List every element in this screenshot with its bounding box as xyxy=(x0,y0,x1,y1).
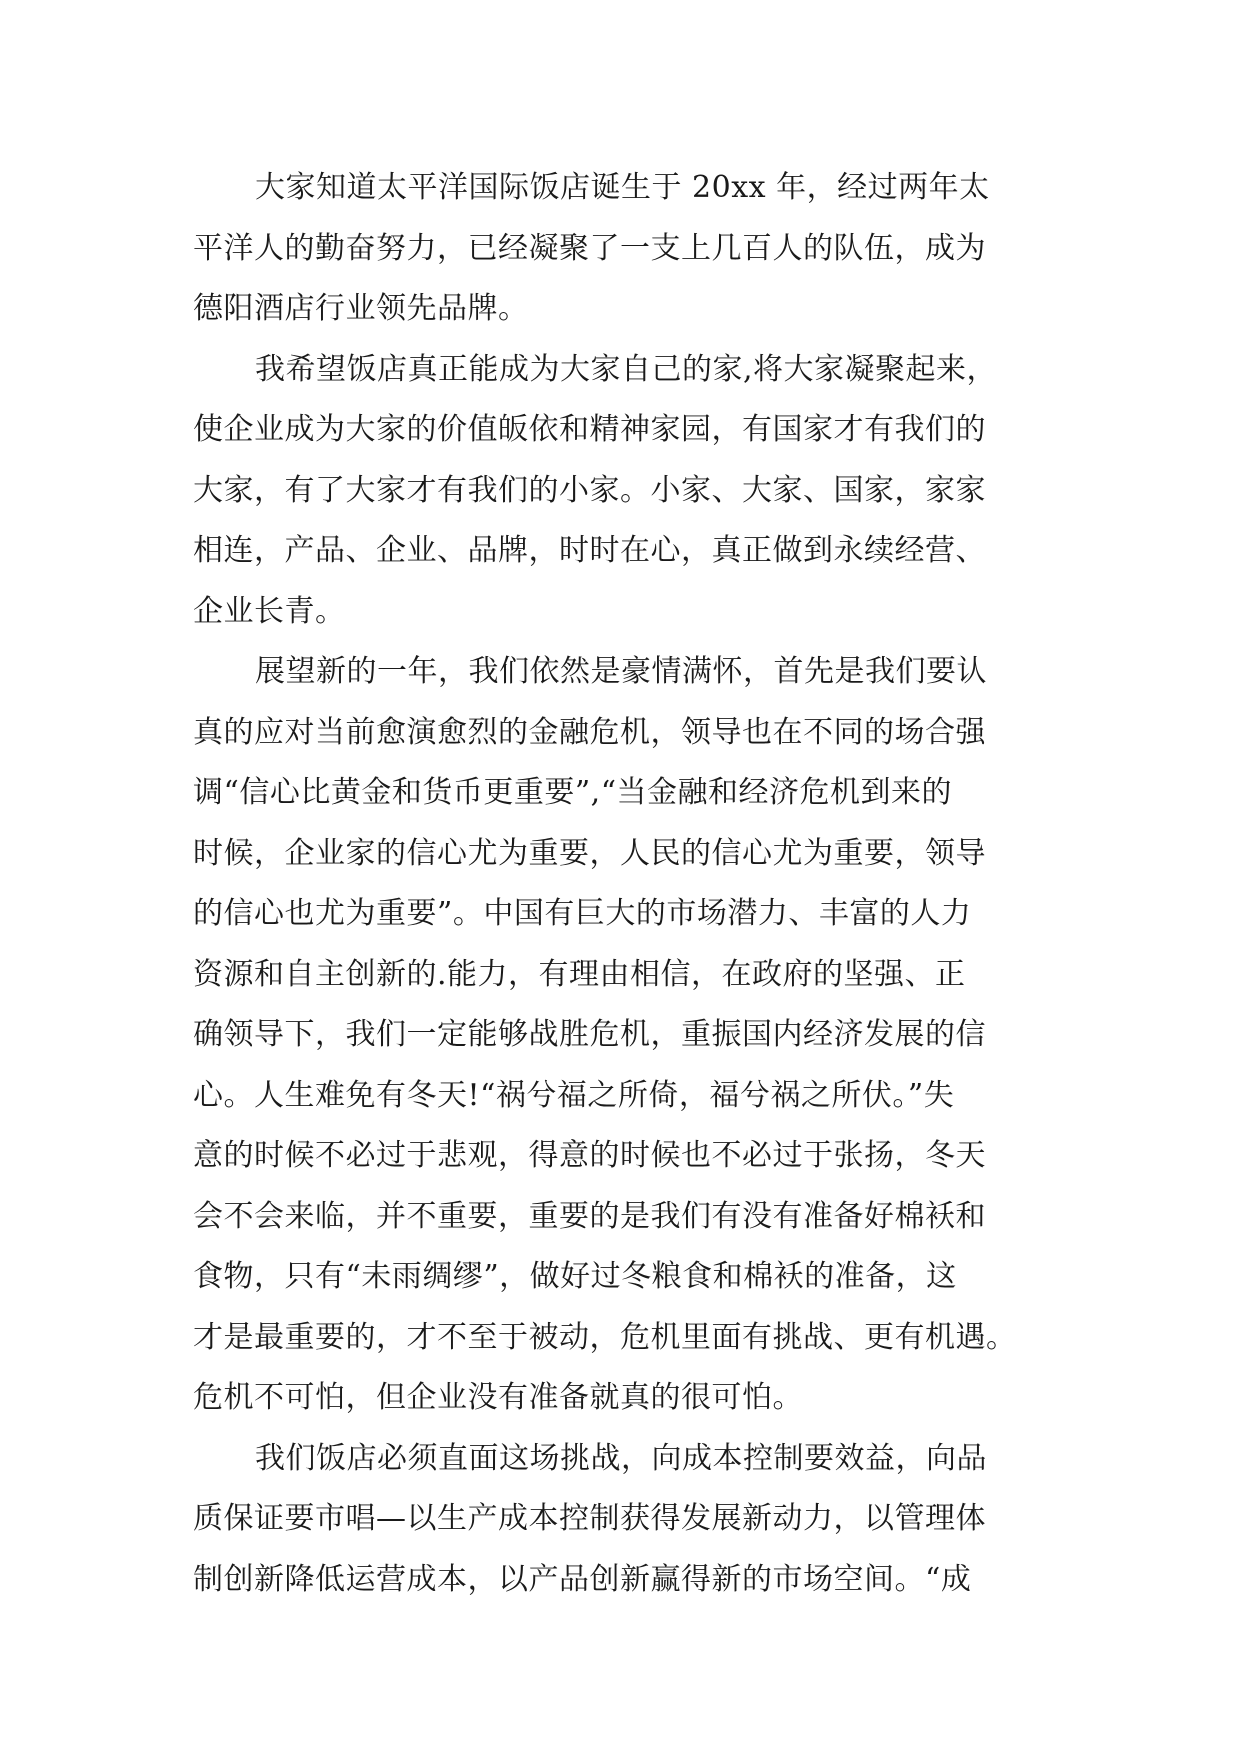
text-line: 展望新的一年，我们依然是豪情满怀，首先是我们要认 xyxy=(255,654,987,689)
text-line: 我们饭店必须直面这场挑战，向成本控制要效益，向品 xyxy=(255,1440,987,1476)
paragraph-3 xyxy=(193,642,1053,1429)
text-line: 资源和自主创新的.能力，有理由相信，在政府的坚强、正 xyxy=(193,956,966,992)
text-line: 平洋人的勤奋努力，已经凝聚了一支上几百人的队伍，成为 xyxy=(193,230,986,266)
text-line: 真的应对当前愈演愈烈的金融危机，领导也在不同的场合强 xyxy=(193,714,986,750)
text-line: 企业长青。 xyxy=(193,593,346,629)
paragraph-2 xyxy=(193,340,1053,643)
text-line: 食物，只有“未雨绸缪”，做好过冬粮食和棉袄的准备，这 xyxy=(193,1259,957,1294)
text-line: 我希望饭店真正能成为大家自己的家,将大家凝聚起来， xyxy=(255,351,998,387)
text-line: 制创新降低运营成本，以产品创新赢得新的市场空间。“成 xyxy=(193,1561,972,1597)
text-line: 大家，有了大家才有我们的小家。小家、大家、国家，家家 xyxy=(193,472,986,508)
text-line: 确领导下，我们一定能够战胜危机，重振国内经济发展的信 xyxy=(193,1017,986,1052)
text-line: 才是最重要的，才不至于被动，危机里面有挑战、更有机遇。 xyxy=(193,1319,1017,1355)
text-line: 意的时候不必过于悲观，得意的时候也不必过于张扬，冬天 xyxy=(193,1138,986,1173)
text-line: 心。人生难免有冬天!“祸兮福之所倚，福兮祸之所伏。”失 xyxy=(193,1077,955,1113)
text-line: 会不会来临，并不重要，重要的是我们有没有准备好棉袄和 xyxy=(193,1198,986,1234)
text-line: 德阳酒店行业领先品牌。 xyxy=(193,291,529,326)
text-line: 大家知道太平洋国际饭店诞生于 20xx 年，经过两年太 xyxy=(255,170,990,205)
text-line: 危机不可怕，但企业没有准备就真的很可怕。 xyxy=(193,1380,803,1415)
document-body xyxy=(193,158,1053,1610)
text-line: 时候，企业家的信心尤为重要，人民的信心尤为重要，领导 xyxy=(193,835,986,871)
paragraph-4 xyxy=(193,1429,1053,1611)
text-line: 调“信心比黄金和货币更重要”,“当金融和经济危机到来的 xyxy=(193,775,953,810)
text-line: 质保证要市唱—以生产成本控制获得发展新动力，以管理体 xyxy=(193,1501,986,1536)
text-line: 相连，产品、企业、品牌，时时在心，真正做到永续经营、 xyxy=(193,533,986,568)
text-line: 使企业成为大家的价值皈依和精神家园，有国家才有我们的 xyxy=(193,412,986,447)
text-line: 的信心也尤为重要”。中国有巨大的市场潜力、丰富的人力 xyxy=(193,896,972,931)
paragraph-1 xyxy=(193,158,1053,340)
